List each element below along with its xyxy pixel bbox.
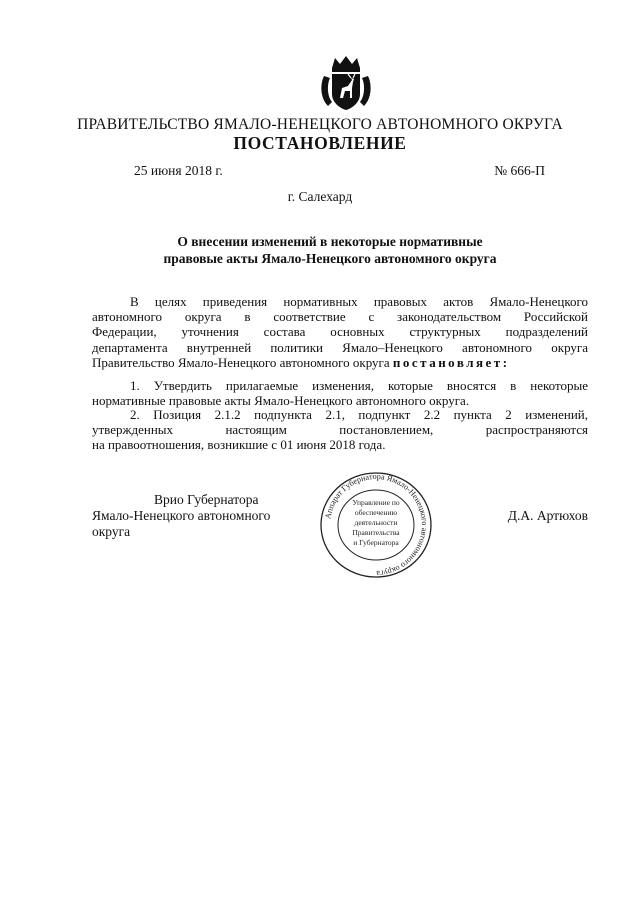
item-line: утвержденных настоящим постановлением, распространяются <box>92 422 588 438</box>
signatory-name: Д.А. Артюхов <box>507 508 588 523</box>
document-date: 25 июня 2018 г. <box>134 163 223 178</box>
item-2-paragraph <box>92 407 588 453</box>
document-type-title: ПОСТАНОВЛЕНИЕ <box>233 133 407 153</box>
preamble-line: автономного округа в соответствие с законодательством Российской <box>92 309 588 325</box>
stamp-center-line: и Губернатора <box>353 538 399 547</box>
document-heading <box>120 233 540 267</box>
stamp-center-line: Правительства <box>352 528 400 537</box>
preamble-last-line <box>92 355 588 370</box>
official-stamp <box>316 470 436 580</box>
preamble-line: В целях приведения нормативных правовых актов Ямало-Ненецкого <box>130 294 588 309</box>
stamp-ring-text: Аппарат Губернатора Ямало-Ненецкого автономного округа <box>323 471 430 579</box>
item-1-paragraph <box>92 378 588 408</box>
preamble-line: Федерации, уточнения состава основных структурных подразделений <box>92 324 588 340</box>
preamble-line: департамента внутренней политики Ямало–Ненецкого автономного округа <box>92 339 588 355</box>
stamp-center-line: Управление по <box>352 498 400 507</box>
heading-line-1: О внесении изменений в некоторые нормативные <box>177 234 483 249</box>
stamp-center-line: деятельности <box>354 518 398 527</box>
signatory-position-line-1: Врио Губернатора <box>154 492 259 507</box>
signatory-position <box>92 492 308 540</box>
decree-word: постановляет: <box>392 354 510 370</box>
document-number: № 666-П <box>494 163 545 178</box>
preamble-paragraph <box>92 294 588 370</box>
heading-line-2: правовые акты Ямало-Ненецкого автономного округа <box>163 251 497 266</box>
item-line: нормативные правовые акты Ямало-Ненецкого автономного округа. <box>92 393 470 409</box>
stamp-center-line: обеспечению <box>354 508 398 517</box>
signatory-position-line-2: Ямало-Ненецкого автономного округа <box>92 508 271 539</box>
item-line: 2. Позиция 2.1.2 подпункта 2.1, подпункт 2.2 пункта 2 изменений, <box>130 407 588 422</box>
item-line: 1. Утвердить прилагаемые изменения, которые вносятся в некоторые <box>130 378 588 393</box>
preamble-last-text: Правительство Ямало-Ненецкого автономного округа <box>92 354 390 370</box>
government-name: ПРАВИТЕЛЬСТВО ЯМАЛО-НЕНЕЦКОГО АВТОНОМНОГО ОКРУГА <box>77 116 563 133</box>
document-city: г. Салехард <box>287 189 353 204</box>
item-line: на правоотношения, возникшие с 01 июня 2018 года. <box>92 437 386 453</box>
coat-of-arms-emblem <box>318 54 374 112</box>
